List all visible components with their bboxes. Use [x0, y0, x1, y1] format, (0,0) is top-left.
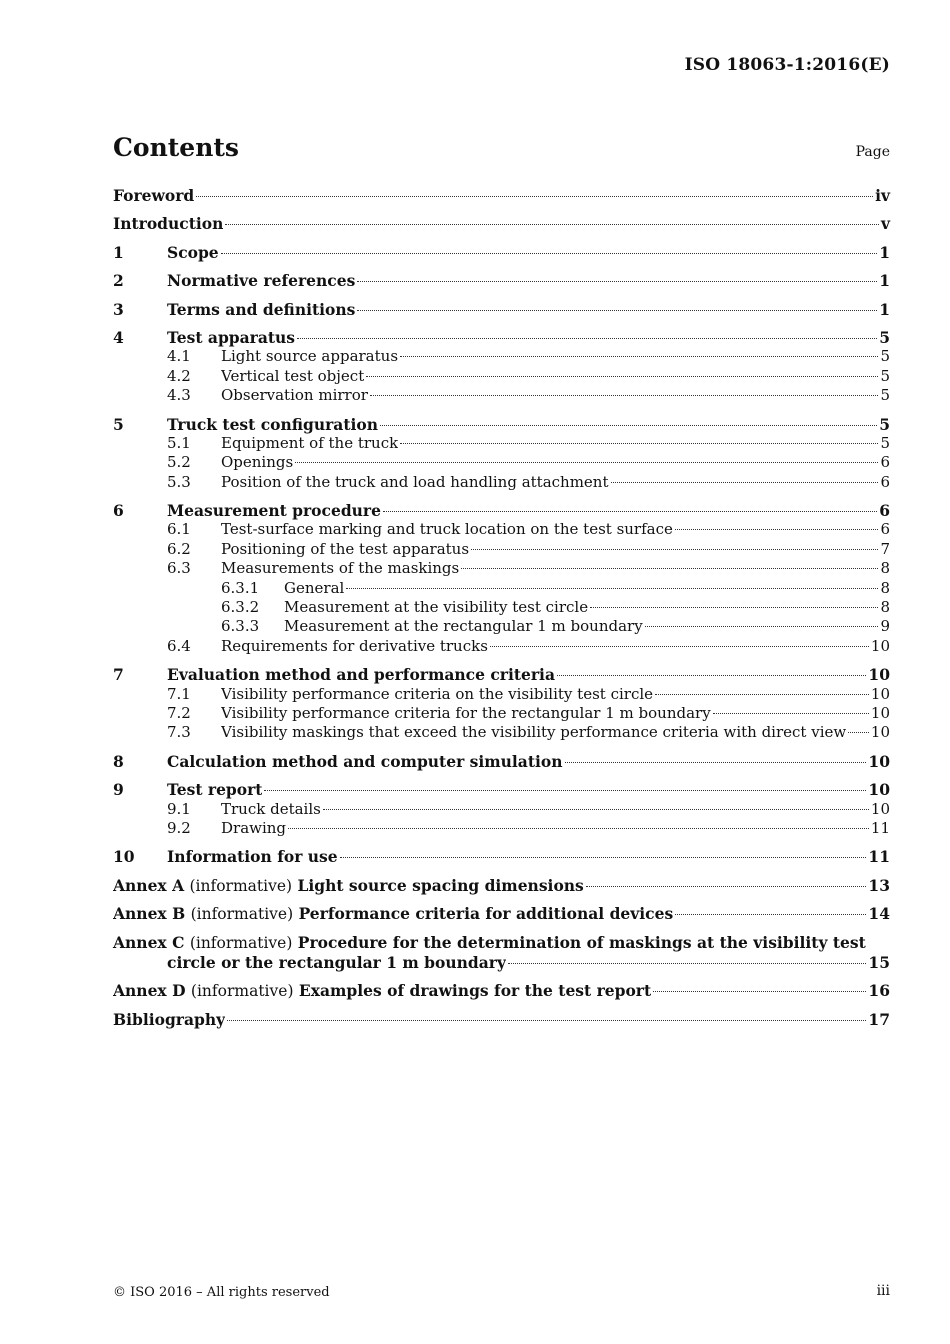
dot-leader — [713, 713, 869, 714]
toc-entry-l2[interactable] — [113, 520, 890, 539]
dot-leader — [340, 857, 867, 858]
entry-page: 15 — [868, 952, 890, 972]
entry-page: 10 — [870, 799, 890, 818]
entry-page: 9 — [880, 617, 890, 636]
toc-entry-l1[interactable] — [113, 300, 890, 319]
entry-number: 10 — [113, 847, 135, 867]
entry-page: 1 — [879, 299, 890, 319]
dot-leader — [357, 281, 877, 282]
dot-leader — [653, 991, 866, 992]
toc-entry-l2[interactable] — [113, 723, 890, 742]
entry-page: v — [880, 214, 890, 234]
dot-leader — [557, 675, 866, 676]
entry-text: Drawing — [221, 818, 287, 837]
entry-number: 5 — [113, 414, 124, 434]
entry-text: Foreword — [113, 186, 195, 205]
entry-text: Light source apparatus — [221, 347, 399, 366]
entry-page: 14 — [868, 904, 890, 924]
dot-leader — [461, 568, 878, 569]
toc-entry-front[interactable] — [113, 214, 890, 233]
entry-number: 8 — [113, 751, 124, 771]
toc-entry-l2[interactable] — [113, 453, 890, 472]
toc-entry-l1[interactable] — [113, 328, 890, 347]
toc-entry-annex[interactable] — [113, 981, 890, 1000]
entry-number: 9.2 — [167, 818, 191, 837]
dot-leader — [590, 607, 878, 608]
entry-text — [113, 876, 584, 896]
entry-page: 6 — [880, 453, 890, 472]
toc-entry-l1[interactable] — [113, 501, 890, 520]
toc-entry-annex[interactable] — [113, 933, 890, 973]
dot-leader — [227, 1020, 866, 1021]
toc-entry-line — [113, 933, 890, 953]
entry-text: Vertical test object — [221, 366, 365, 385]
entry-number: 7.3 — [167, 723, 191, 742]
entry-number: 6 — [113, 501, 124, 521]
annex-qualifier: (informative) — [190, 905, 294, 924]
dot-leader — [675, 914, 866, 915]
toc-entry-l2[interactable] — [113, 685, 890, 704]
annex-label: Annex C — [113, 932, 185, 952]
entry-page: 10 — [868, 751, 890, 771]
entry-page: 10 — [870, 636, 890, 655]
toc-entry-line — [113, 953, 890, 972]
entry-page: 6 — [880, 472, 890, 491]
toc-entry-annex[interactable] — [113, 904, 890, 923]
dot-leader — [225, 224, 879, 225]
annex-label: Annex A — [113, 875, 185, 895]
entry-page: 5 — [880, 386, 890, 405]
dot-leader — [400, 356, 878, 357]
toc-entry-l2[interactable] — [113, 386, 890, 405]
entry-page: 10 — [868, 665, 890, 685]
dot-leader — [295, 462, 878, 463]
toc-entry-l1[interactable] — [113, 847, 890, 866]
toc-entry-front[interactable] — [113, 1010, 890, 1029]
entry-number: 4.2 — [167, 366, 191, 385]
toc-entry-l2[interactable] — [113, 540, 890, 559]
entry-text: Truck details — [221, 799, 321, 818]
dot-leader — [471, 549, 878, 550]
entry-number: 6.3 — [167, 559, 191, 578]
dot-leader — [611, 482, 879, 483]
entry-text: Measurement at the visibility test circle — [284, 598, 589, 617]
toc-entry-l3[interactable] — [113, 579, 890, 598]
toc-entry-l1[interactable] — [113, 271, 890, 290]
entry-text: Terms and definitions — [167, 299, 356, 319]
entry-page: 16 — [868, 981, 890, 1001]
copyright-notice: © ISO 2016 – All rights reserved — [113, 1285, 330, 1300]
entry-page: 8 — [880, 598, 890, 617]
entry-text: Equipment of the truck — [221, 433, 399, 452]
entry-text: Measurement at the rectangular 1 m boundary — [284, 617, 643, 636]
entry-text: Test apparatus — [167, 327, 296, 347]
toc-entry-l2[interactable] — [113, 347, 890, 366]
annex-title: Light source spacing dimensions — [297, 875, 584, 895]
entry-text: Visibility performance criteria on the visibility test circle — [221, 684, 654, 703]
annex-title: Performance criteria for additional devices — [298, 904, 674, 924]
entry-text: Test-surface marking and truck location on the test surface — [221, 520, 673, 539]
entry-number: 5.2 — [167, 453, 191, 472]
entry-number: 6.4 — [167, 636, 191, 655]
entry-page: 5 — [879, 327, 890, 347]
entry-number: 6.2 — [167, 539, 191, 558]
entry-number: 6.1 — [167, 520, 191, 539]
entry-text: Measurements of the maskings — [221, 559, 460, 578]
entry-page: 8 — [880, 578, 890, 597]
entry-page: 7 — [880, 539, 890, 558]
annex-qualifier: (informative) — [189, 876, 293, 895]
entry-text: circle or the rectangular 1 m boundary — [167, 952, 506, 972]
entry-page: 5 — [880, 366, 890, 385]
entry-number: 4.1 — [167, 347, 191, 366]
entry-page: 13 — [868, 875, 890, 895]
dot-leader — [675, 529, 879, 530]
dot-leader — [490, 646, 869, 647]
toc-entry-l2[interactable] — [113, 704, 890, 723]
entry-text: Requirements for derivative trucks — [221, 636, 488, 655]
entry-text: Visibility performance criteria for the rectangular 1 m boundary — [221, 703, 711, 722]
entry-page: 10 — [868, 780, 890, 800]
entry-number: 3 — [113, 299, 124, 319]
entry-number: 6.3.2 — [221, 598, 260, 617]
entry-number: 1 — [113, 242, 124, 262]
toc-entry-l3[interactable] — [113, 617, 890, 636]
entry-number: 4 — [113, 327, 124, 347]
dot-leader — [565, 762, 867, 763]
toc-entry-l2[interactable] — [113, 637, 890, 656]
entry-text — [113, 981, 651, 1001]
dot-leader — [196, 196, 873, 197]
entry-text: Evaluation method and performance criteria — [167, 665, 555, 685]
dot-leader — [383, 511, 877, 512]
dot-leader — [323, 809, 869, 810]
entry-text: Openings — [221, 453, 294, 472]
toc-entry-l2[interactable] — [113, 473, 890, 492]
entry-text: Information for use — [167, 847, 338, 867]
contents-header — [113, 133, 890, 162]
annex-qualifier: (informative) — [190, 982, 294, 1001]
entry-text — [113, 904, 673, 924]
entry-text: Procedure for the determination of maskings at the visibility test — [297, 932, 866, 952]
entry-number: 7 — [113, 665, 124, 685]
entry-page: 6 — [879, 501, 890, 521]
entry-text: Bibliography — [113, 1009, 226, 1029]
entry-text: Visibility maskings that exceed the visibility performance criteria with direct view — [221, 723, 847, 742]
dot-leader — [655, 694, 869, 695]
dot-leader — [645, 626, 879, 627]
annex-label: Annex D — [113, 981, 186, 1001]
dot-leader — [370, 395, 879, 396]
document-id: ISO 18063-1:2016(E) — [684, 55, 890, 75]
dot-leader — [357, 310, 877, 311]
entry-page: iv — [875, 186, 890, 205]
dot-leader — [297, 338, 877, 339]
dot-leader — [400, 443, 878, 444]
entry-page: 5 — [880, 433, 890, 452]
page-column-label: Page — [855, 144, 890, 160]
dot-leader — [508, 963, 866, 964]
toc-entry-l2[interactable] — [113, 800, 890, 819]
dot-leader — [221, 253, 878, 254]
entry-page: 11 — [870, 818, 890, 837]
entry-page: 1 — [879, 242, 890, 262]
toc-entry-front[interactable] — [113, 186, 890, 205]
toc-entry-l2[interactable] — [113, 434, 890, 453]
dot-leader — [346, 588, 878, 589]
entry-page: 8 — [880, 559, 890, 578]
annex-title: Examples of drawings for the test report — [298, 981, 652, 1001]
dot-leader — [380, 425, 877, 426]
entry-text: Observation mirror — [221, 386, 368, 405]
entry-page: 10 — [870, 723, 890, 742]
entry-text: Truck test configuration — [167, 414, 379, 434]
entry-number: 9 — [113, 780, 124, 800]
page-title: Contents — [113, 133, 240, 162]
toc-entry-l1[interactable] — [113, 665, 890, 684]
entry-text: Scope — [167, 242, 219, 262]
toc-entry-l2[interactable] — [113, 559, 890, 578]
entry-number: 6.3.3 — [221, 617, 260, 636]
entry-text: Calculation method and computer simulation — [167, 751, 563, 771]
entry-number: 9.1 — [167, 799, 191, 818]
entry-text: Measurement procedure — [167, 501, 381, 521]
entry-number: 4.3 — [167, 386, 191, 405]
entry-page: 1 — [879, 271, 890, 291]
entry-page: 17 — [868, 1009, 890, 1029]
dot-leader — [366, 376, 878, 377]
entry-text: Positioning of the test apparatus — [221, 539, 470, 558]
entry-page: 6 — [880, 520, 890, 539]
dot-leader — [264, 790, 866, 791]
entry-page: 11 — [868, 847, 890, 867]
toc-entry-l3[interactable] — [113, 598, 890, 617]
entry-text: General — [284, 578, 345, 597]
entry-number: 5.1 — [167, 433, 191, 452]
table-of-contents — [113, 186, 890, 1029]
entry-page: 10 — [870, 703, 890, 722]
entry-page: 5 — [879, 414, 890, 434]
entry-text: Position of the truck and load handling attachment — [221, 472, 609, 491]
entry-page: 10 — [870, 684, 890, 703]
entry-page: 5 — [880, 347, 890, 366]
entry-number: 6.3.1 — [221, 578, 260, 597]
dot-leader — [848, 732, 869, 733]
toc-entry-l2[interactable] — [113, 819, 890, 838]
dot-leader — [586, 886, 867, 887]
page-number: iii — [876, 1283, 890, 1299]
toc-entry-l1[interactable] — [113, 243, 890, 262]
toc-entry-annex[interactable] — [113, 876, 890, 895]
entry-number: 7.1 — [167, 684, 191, 703]
entry-text: Normative references — [167, 271, 356, 291]
toc-entry-l1[interactable] — [113, 780, 890, 799]
toc-entry-l1[interactable] — [113, 752, 890, 771]
annex-label: Annex B — [113, 904, 186, 924]
entry-number: 7.2 — [167, 703, 191, 722]
toc-entry-l2[interactable] — [113, 367, 890, 386]
entry-text: Test report — [167, 780, 263, 800]
entry-text: Introduction — [113, 214, 224, 234]
toc-entry-l1[interactable] — [113, 415, 890, 434]
entry-number: 2 — [113, 271, 124, 291]
dot-leader — [288, 828, 869, 829]
entry-number: 5.3 — [167, 472, 191, 491]
annex-qualifier: (informative) — [189, 933, 293, 952]
